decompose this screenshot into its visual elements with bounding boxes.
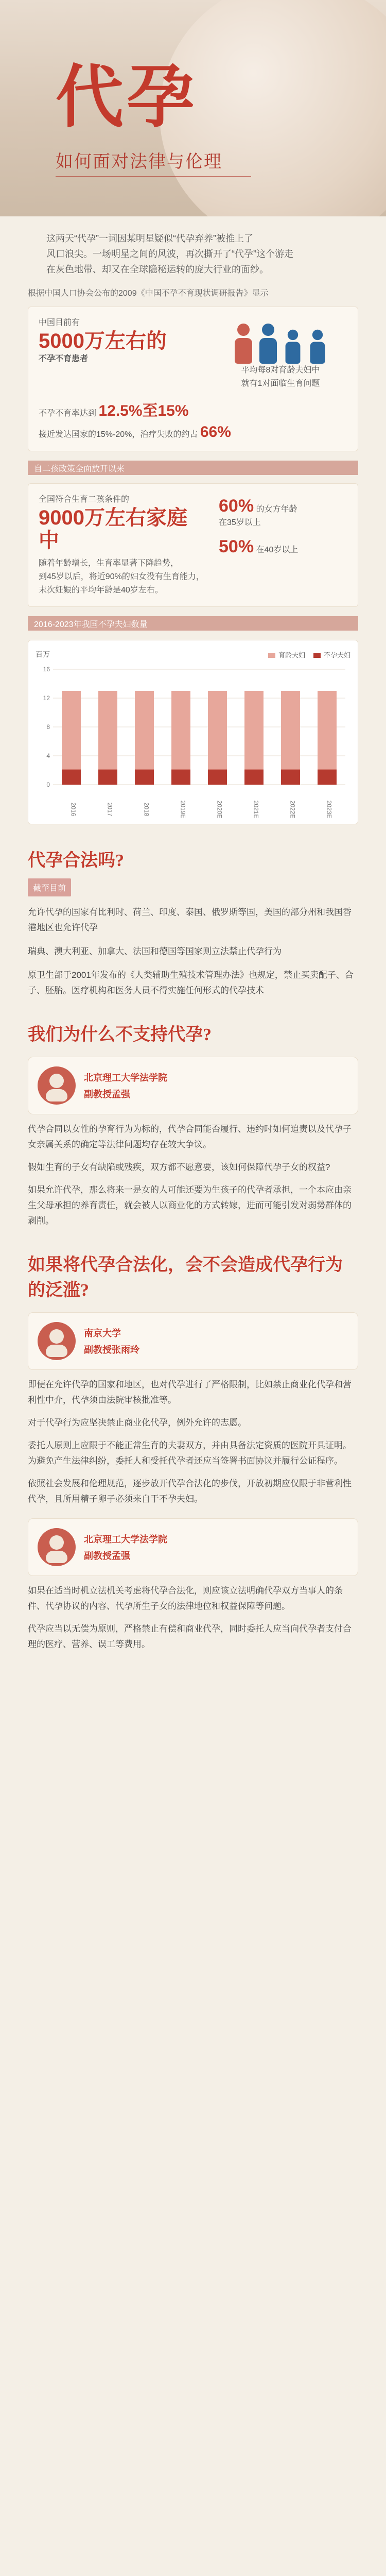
policy-tail-2: 到45岁以后，将近90%的妇女没有生育能力，: [39, 572, 204, 581]
policy-line2: 9000万左右家庭中: [39, 506, 187, 552]
avatar: [38, 1066, 76, 1105]
legalize-t1: 即便在允许代孕的国家和地区，也对代孕进行了严格限制，比如禁止商业化代孕和营利性中介，代孕须由法院审核批准等。: [28, 1380, 352, 1405]
chart-grid: [53, 669, 345, 785]
expert-org: 南京大学: [84, 1328, 121, 1338]
expert-name: 副教授孟强: [84, 1089, 130, 1099]
person-icon: [286, 330, 301, 364]
section-legality-title: 代孕合法吗?: [28, 851, 124, 870]
y-tick-label: 12: [43, 694, 50, 702]
p1-text2: 在35岁以上: [219, 518, 261, 527]
stat-right: [214, 316, 347, 391]
legality-p2: 瑞典、澳大利亚、加拿大、法国和德国等国家则立法禁止代孕行为: [28, 946, 282, 956]
section-legality-subhead: 截至目前: [28, 878, 71, 896]
stat-left-c: 不孕不育患者: [39, 354, 89, 363]
policy-left: [39, 493, 207, 597]
expert-org: 北京理工大学法学院: [84, 1073, 167, 1083]
person-icon: [310, 330, 325, 364]
chart-legend: [268, 650, 350, 659]
hero-banner: [0, 0, 386, 216]
legend-swatch-fertile: [268, 653, 275, 658]
people-icons: [235, 316, 326, 364]
hero-title: 代孕: [56, 60, 198, 135]
expert-card-2: [28, 1312, 358, 1370]
rate-b: 12.5%至15%: [98, 402, 189, 419]
person-icon: [259, 324, 277, 364]
x-tick-label: 2022E: [289, 800, 296, 819]
why-not-t1: 代孕合同以女性的孕育行为为标的，代孕合同能否履行、违约时如何追责以及代孕子女亲属关系的确定等法律问题均存在较大争议。: [28, 1124, 352, 1149]
rate-a: 不孕不育率达到: [39, 409, 97, 418]
chart-title-bar: 2016-2023年我国不孕夫妇数量: [28, 616, 358, 631]
policy-line1: 全国符合生育二孩条件的: [39, 495, 130, 504]
avatar: [38, 1322, 76, 1360]
expert-name: 副教授张雨玲: [84, 1345, 139, 1355]
rate-d: 66%: [200, 423, 231, 440]
legend-label-fertile: 育龄夫妇: [278, 651, 305, 659]
expert-text: [84, 1326, 139, 1356]
section-why-not-title: 我们为什么不支持代孕?: [28, 1025, 212, 1044]
legalize-t2: 对于代孕行为应坚决禁止商业化代孕，例外允许的志愿。: [28, 1418, 247, 1428]
policy-columns: [39, 493, 347, 597]
p2-text: 在40岁以上: [256, 546, 299, 554]
legalize-t3: 委托人原则上应限于不能正常生育的夫妻双方，并由具备法定资质的医院开具证明。为避免产生法律纠纷，委托人和受托代孕者还应当签署书面协议并履行公证程序。: [28, 1440, 352, 1466]
why-not-t3: 如果允许代孕，那么将来一是女的人可能还要为生孩子的代孕者承担，一个本应由亲生父母承担的养育责任，就会被人以商业化的方式转嫁，进而可能引发对弱势群体的剥削。: [28, 1185, 352, 1226]
hero-divider: [56, 176, 251, 177]
bar-chart: [36, 664, 350, 819]
p2: 50%: [219, 537, 254, 556]
policy-right: [219, 493, 347, 597]
bar-infertile: [135, 770, 154, 785]
expert-text: [84, 1532, 167, 1562]
avatar: [38, 1528, 76, 1566]
legend-label-infertile: 不孕夫妇: [323, 651, 350, 659]
legality-p1: 允许代孕的国家有比利时、荷兰、印度、泰国、俄罗斯等国，美国的部分州和我国香港地区也允许代孕: [28, 907, 352, 933]
intro-text: [28, 231, 358, 277]
x-tick-label: 2023E: [325, 800, 333, 819]
bar-infertile: [208, 770, 227, 785]
x-tick-label: 2019E: [179, 800, 187, 819]
y-tick-label: 4: [46, 752, 50, 759]
stats-panel: [28, 307, 358, 451]
person-icon: [235, 324, 252, 364]
y-tick-label: 16: [43, 666, 50, 673]
chart-xticks: [70, 801, 333, 819]
intro-line-3: 在灰色地带、却又在全球隐秘运转的庞大行业的面纱。: [46, 264, 269, 275]
bar-infertile: [98, 770, 117, 785]
policy-tail-3: 末次妊娠的平均年龄是40岁左右。: [39, 586, 163, 595]
policy-bar: 自二孩政策全面放开以来: [28, 461, 358, 475]
legalize-t6: 代孕应当以无偿为原则，严格禁止有偿和商业代孕，同时委托人应当向代孕者支付合理的医疗、营养、误工等费用。: [28, 1624, 352, 1649]
bar-infertile: [62, 770, 81, 785]
intro-line-1: 这两天“代孕”一词因某明星疑似“代孕弃养”被推上了: [46, 233, 253, 244]
rate-block: [39, 398, 347, 420]
x-tick-label: 2018: [143, 802, 150, 817]
y-tick-label: 8: [46, 723, 50, 731]
p1: 60%: [219, 496, 254, 516]
expert-text: [84, 1071, 167, 1100]
legend-item-fertile: [268, 650, 305, 659]
stats-row: [39, 316, 347, 391]
bar-infertile: [318, 770, 337, 785]
stat-left-a: 中国目前有: [39, 318, 80, 327]
p2-row: [219, 537, 347, 557]
policy-panel: [28, 483, 358, 607]
chart-panel: [28, 640, 358, 824]
policy-tail-1: 随着年龄增长，生育率显著下降趋势，: [39, 559, 179, 568]
bar-infertile: [171, 770, 190, 785]
survey-note: 根据中国人口协会公布的2009《中国不孕不育现状调研报告》显示: [28, 289, 269, 298]
expert-name: 副教授孟强: [84, 1551, 130, 1561]
expert-org: 北京理工大学法学院: [84, 1534, 167, 1545]
section-legalize-title: 如果将代孕合法化，会不会造成代孕行为的泛滥?: [28, 1256, 343, 1300]
chart-yticks: [43, 666, 50, 788]
bar-infertile: [281, 770, 300, 785]
p1-text: 的女方年龄: [256, 505, 297, 514]
legalize-t4: 依照社会发展和伦理规范，逐步放开代孕合法化的步伐，开放初期应仅限于非营利性代孕，且所用精子卵子必须来自于不孕夫妇。: [28, 1479, 352, 1504]
stat-left-b: 5000万左右的: [39, 330, 167, 352]
chart-head: [36, 648, 350, 661]
intro-line-2: 风口浪尖。一场明星之间的风波，再次撕开了“代孕”这个游走: [46, 249, 293, 259]
hero-subtitle: 如何面对法律与伦理: [56, 152, 222, 172]
stat-left: [39, 316, 203, 366]
bar-infertile: [244, 770, 264, 785]
expert-card-3: [28, 1518, 358, 1576]
rate-c: 接近发达国家的15%-20%，治疗失败的约占: [39, 430, 198, 439]
legality-p3: 原卫生部于2001年发布的《人类辅助生殖技术管理办法》也规定，禁止买卖配子、合子、胚胎。医疗机构和医务人员不得实施任何形式的代孕技术: [28, 970, 354, 995]
x-tick-label: 2016: [69, 802, 77, 817]
stat-right-a: 平均每8对育龄夫妇中: [241, 366, 320, 375]
expert-card-1: [28, 1057, 358, 1114]
legend-item-infertile: [313, 650, 350, 659]
chart-ylabel: 百万: [36, 650, 50, 658]
y-tick-label: 0: [46, 781, 50, 788]
x-tick-label: 2021E: [252, 800, 260, 819]
x-tick-label: 2017: [106, 802, 114, 817]
legalize-t5: 如果在适当时机立法机关考虑将代孕合法化，则应该立法明确代孕双方当事人的条件、代孕协议的内容、代孕所生子女的法律地位和权益保障等问题。: [28, 1586, 343, 1611]
why-not-t2: 假如生育的子女有缺陷或残疾，双方都不愿意要，该如何保障代孕子女的权益?: [28, 1162, 330, 1172]
chart-bars: [62, 691, 337, 785]
legend-swatch-infertile: [313, 653, 321, 658]
content: [0, 231, 386, 1652]
x-tick-label: 2020E: [216, 800, 223, 819]
rate-line-2: [39, 423, 347, 442]
p1-row: [219, 496, 347, 516]
stat-right-b: 就有1对面临生育问题: [241, 379, 320, 388]
